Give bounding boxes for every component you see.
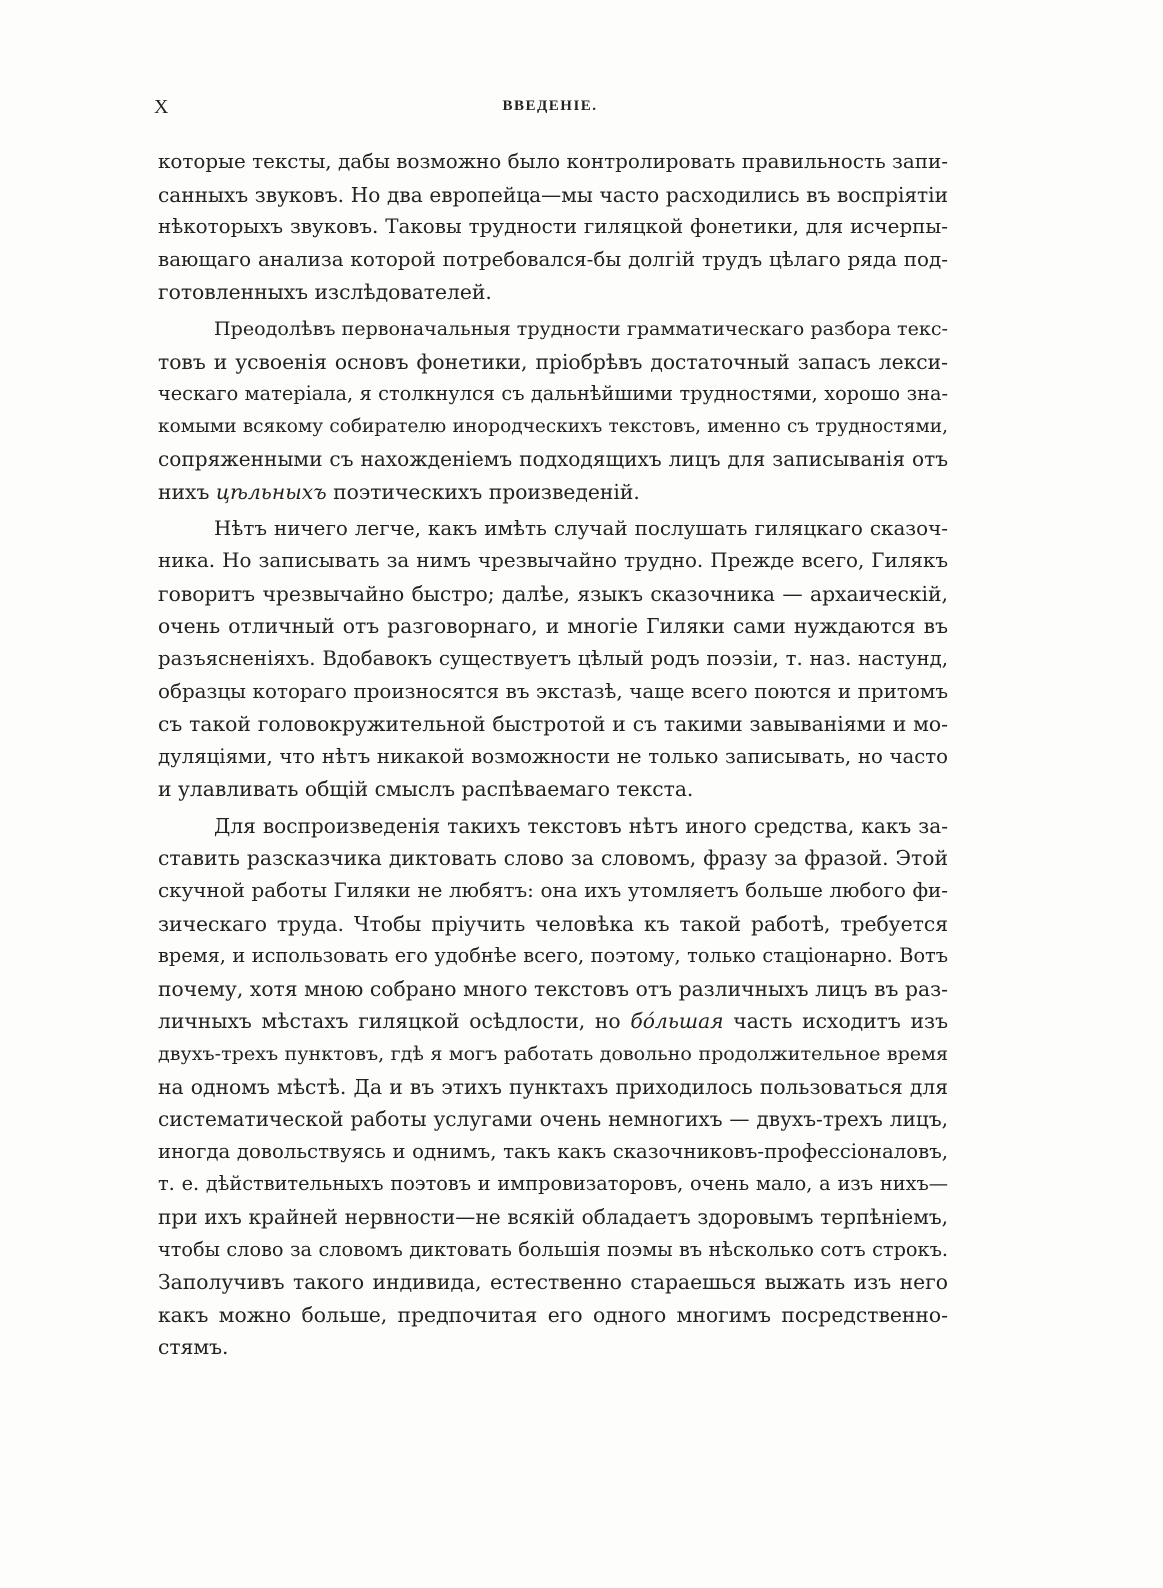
italic-word: бо́льшая [630, 1009, 724, 1034]
page-number: X [154, 96, 169, 118]
paragraph [158, 810, 948, 1364]
text-line: Нѣтъ ничего легче, какъ имѣть случай послушать гиляцкаго сказоч- [214, 516, 948, 540]
text-line: сопряженными съ нахожденіемъ подходящихъ лицъ для записыванія отъ [158, 447, 948, 472]
text-line: стямъ. [158, 1335, 229, 1360]
text-line: нѣкоторыхъ звуковъ. Таковы трудности гиляцкой фонетики, для исчерпы- [158, 215, 948, 239]
text-line: ческаго матеріала, я столкнулся съ дальнѣйшими трудностями, хорошо зна- [158, 382, 948, 406]
text-line [158, 1005, 948, 1038]
italic-word: цѣльныхъ [215, 479, 327, 504]
text-line: образцы котораго произносятся въ экстазѣ, чаще всего поются и притомъ [158, 679, 948, 703]
text-run: часть исходитъ изъ [723, 1009, 948, 1034]
text-line: Для воспроизведенія такихъ текстовъ нѣтъ иного средства, какъ за- [214, 813, 948, 838]
text-line: двухъ-трехъ пунктовъ, гдѣ я могъ работать довольно продолжительное время [158, 1042, 948, 1066]
text-run: поэтическихъ произведеній. [326, 479, 640, 504]
text-line: какъ можно больше, предпочитая его одного многимъ посредственно- [158, 1302, 948, 1327]
text-line: съ такой головокружительной быстротой и съ такими завываніями и мо- [158, 712, 948, 737]
text-line: зическаго труда. Чтобы пріучить человѣка къ такой работѣ, требуется [158, 911, 948, 936]
text-line: очень отличный отъ разговорнаго, и многіе Гиляки сами нуждаются въ [158, 614, 948, 639]
text-line: разъясненіяхъ. Вдобавокъ существуетъ цѣлый родъ поэзіи, т. наз. настунд, [158, 646, 948, 670]
text-line [158, 476, 948, 509]
text-line: иногда довольствуясь и однимъ, такъ какъ сказочниковъ-профессіоналовъ, [158, 1139, 948, 1163]
text-line: и улавливать общій смыслъ распѣваемаго текста. [158, 777, 694, 802]
text-line: Преодолѣвъ первоначальныя трудности грамматическаго разбора текс- [214, 316, 948, 340]
text-line: санныхъ звуковъ. Но два европейца—мы часто расходились въ воспріятіи [158, 182, 948, 207]
section-title: ВВЕДЕНІЕ. [502, 98, 598, 114]
text-line: комыми всякому собирателю инородческихъ текстовъ, именно съ трудностями, [158, 415, 948, 437]
text-line: Заполучивъ такого индивида, естественно стараешься выжать изъ него [158, 1270, 948, 1295]
paragraph [158, 513, 948, 806]
text-line: при ихъ крайней нервности—не всякій обладаетъ здоровымъ терпѣніемъ, [158, 1205, 948, 1229]
text-line: на одномъ мѣстѣ. Да и въ этихъ пунктахъ приходилось пользоваться для [158, 1074, 948, 1099]
text-run: личныхъ мѣстахъ гиляцкой осѣдлости, но [158, 1009, 631, 1034]
paragraph [158, 146, 948, 309]
text-line: вающаго анализа которой потребовался-бы долгій трудъ цѣлаго ряда под- [158, 247, 948, 271]
paragraph [158, 313, 948, 509]
text-line: дуляціями, что нѣтъ никакой возможности не только записывать, но часто [158, 744, 948, 768]
text-line: товъ и усвоенія основъ фонетики, пріобрѣвъ достаточный запасъ лекси- [158, 349, 948, 374]
text-line: время, и использовать его удобнѣе всего, поэтому, только стаціонарно. Вотъ [158, 944, 948, 968]
text-line: т. е. дѣйствительныхъ поэтовъ и импровизаторовъ, очень мало, а изъ нихъ— [158, 1172, 948, 1196]
text-line: говоритъ чрезвычайно быстро; далѣе, языкъ сказочника — архаическій, [158, 581, 948, 606]
running-head [154, 96, 946, 122]
text-line: ника. Но записывать за нимъ чрезвычайно трудно. Прежде всего, Гилякъ [158, 549, 948, 573]
text-line: готовленныхъ изслѣдователей. [158, 280, 492, 305]
text-line: чтобы слово за словомъ диктовать большія поэмы въ нѣсколько сотъ строкъ. [158, 1237, 948, 1261]
text-run: нихъ [158, 479, 216, 504]
body-text [158, 146, 948, 1364]
text-line: почему, хотя мною собрано много текстовъ отъ различныхъ лицъ въ раз- [158, 976, 948, 1001]
text-line: скучной работы Гиляки не любятъ: она ихъ утомляетъ больше любого фи- [158, 879, 948, 903]
text-line: систематической работы услугами очень немногихъ — двухъ-трехъ лицъ, [158, 1107, 948, 1132]
text-line: ставить разсказчика диктовать слово за словомъ, фразу за фразой. Этой [158, 846, 948, 871]
text-line: которые тексты, дабы возможно было контролировать правильность запи- [158, 150, 948, 173]
